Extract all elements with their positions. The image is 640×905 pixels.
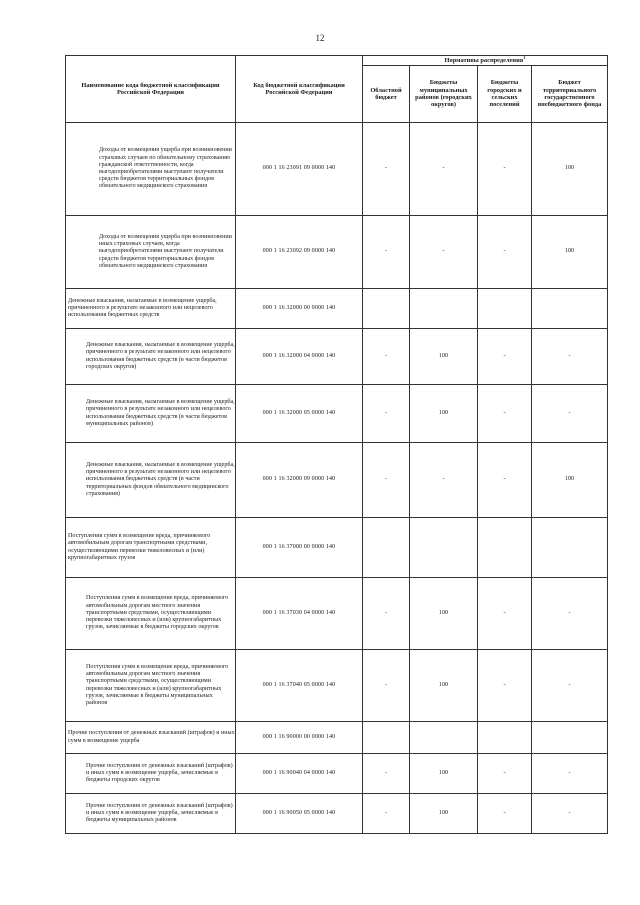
table-row bbox=[66, 794, 608, 834]
cell-regional: - bbox=[363, 754, 410, 794]
distribution-group-title: Нормативы распределения bbox=[444, 56, 524, 64]
cell-classification-code: 000 1 16 37000 00 0000 140 bbox=[236, 518, 363, 578]
table-row bbox=[66, 385, 608, 443]
cell-settlements: - bbox=[478, 443, 532, 518]
table-header bbox=[66, 56, 608, 123]
cell-fund: - bbox=[532, 385, 608, 443]
table-row bbox=[66, 443, 608, 518]
cell-municipal bbox=[410, 518, 478, 578]
header-fund-budget: Бюджет территориального государственного внебюджетного фонда bbox=[532, 66, 608, 123]
cell-settlements: - bbox=[478, 578, 532, 650]
cell-settlements bbox=[478, 289, 532, 329]
cell-fund bbox=[532, 289, 608, 329]
cell-settlements: - bbox=[478, 216, 532, 289]
cell-classification-name: Поступления сумм в возмещение вреда, причиняемого автомобильным дорогам местного значения транспортными средствами, осуществляющими перевозки тяжеловесных и (или) крупногабаритных грузов, зачисляемые в бюджеты городских округов bbox=[66, 578, 236, 650]
cell-classification-name: Доходы от возмещения ущерба при возникновении страховых случаев по обязательному страхованию гражданской ответственности, когда выгодоприобретателями выступают получатели средств бюджетов территориальных фондов обязательного медицинского страхования bbox=[66, 123, 236, 216]
cell-municipal: 100 bbox=[410, 329, 478, 385]
cell-regional: - bbox=[363, 578, 410, 650]
table-row bbox=[66, 216, 608, 289]
cell-classification-name: Денежные взыскания, налагаемые в возмещение ущерба, причиненного в результате незаконного или нецелевого использования бюджетных средств bbox=[66, 289, 236, 329]
cell-fund: - bbox=[532, 329, 608, 385]
cell-classification-code: 000 1 16 32000 00 0000 140 bbox=[236, 289, 363, 329]
cell-classification-name: Денежные взыскания, налагаемые в возмещение ущерба, причиненного в результате незаконного или нецелевого использования бюджетных средств (в части бюджетов муниципальных районов) bbox=[66, 385, 236, 443]
table-row bbox=[66, 518, 608, 578]
cell-classification-name: Прочие поступления от денежных взысканий (штрафов) и иных сумм в возмещение ущерба bbox=[66, 722, 236, 754]
header-name-column: Наименование кода бюджетной классификации Российской Федерации bbox=[66, 56, 236, 123]
cell-fund bbox=[532, 722, 608, 754]
cell-municipal: - bbox=[410, 123, 478, 216]
cell-settlements bbox=[478, 518, 532, 578]
cell-classification-code: 000 1 16 37030 04 0000 140 bbox=[236, 578, 363, 650]
header-code-column: Код бюджетной классификации Российской Федерации bbox=[236, 56, 363, 123]
cell-settlements bbox=[478, 722, 532, 754]
header-distribution-group bbox=[363, 56, 608, 66]
cell-municipal: 100 bbox=[410, 754, 478, 794]
page-number: 12 bbox=[315, 33, 325, 43]
cell-classification-code: 000 1 16 90000 00 0000 140 bbox=[236, 722, 363, 754]
cell-classification-code: 000 1 16 90040 04 0000 140 bbox=[236, 754, 363, 794]
table-row bbox=[66, 329, 608, 385]
cell-regional bbox=[363, 722, 410, 754]
cell-municipal: 100 bbox=[410, 794, 478, 834]
cell-classification-code: 000 1 16 32000 09 0000 140 bbox=[236, 443, 363, 518]
cell-classification-name: Денежные взыскания, налагаемые в возмещение ущерба, причиненного в результате незаконного или нецелевого использования бюджетных средств (в части территориальных фондов обязательного медицинского страхования) bbox=[66, 443, 236, 518]
cell-classification-code: 000 1 16 23092 09 0000 140 bbox=[236, 216, 363, 289]
cell-regional: - bbox=[363, 650, 410, 722]
cell-classification-name: Поступления сумм в возмещение вреда, причиняемого автомобильным дорогам местного значения транспортными средствами, осуществляющими перевозки тяжеловесных и (или) крупногабаритных грузов, зачисляемые в бюджеты муниципальных районов bbox=[66, 650, 236, 722]
cell-classification-code: 000 1 16 32000 05 0000 140 bbox=[236, 385, 363, 443]
cell-classification-code: 000 1 16 23091 09 0000 140 bbox=[236, 123, 363, 216]
cell-settlements: - bbox=[478, 650, 532, 722]
cell-fund: - bbox=[532, 650, 608, 722]
cell-classification-name: Прочие поступления от денежных взысканий (штрафов) и иных сумм в возмещение ущерба, зачисляемые в бюджеты муниципальных районов bbox=[66, 794, 236, 834]
cell-fund: 100 bbox=[532, 216, 608, 289]
cell-municipal bbox=[410, 289, 478, 329]
cell-fund: 100 bbox=[532, 123, 608, 216]
cell-classification-name: Поступления сумм в возмещение вреда, причиняемого автомобильным дорогам транспортными средствами, осуществляющими перевозки тяжеловесных и (или) крупногабаритных грузов bbox=[66, 518, 236, 578]
table-row bbox=[66, 123, 608, 216]
cell-classification-name: Денежные взыскания, налагаемые в возмещение ущерба, причиненного в результате незаконного или нецелевого использования бюджетных средств (в части бюджетов городских округов) bbox=[66, 329, 236, 385]
budget-classification-table bbox=[65, 55, 608, 834]
cell-municipal: 100 bbox=[410, 385, 478, 443]
cell-settlements: - bbox=[478, 385, 532, 443]
table-body bbox=[66, 123, 608, 834]
table-row bbox=[66, 289, 608, 329]
cell-regional bbox=[363, 289, 410, 329]
distribution-footnote-mark: 1 bbox=[523, 54, 526, 60]
cell-settlements: - bbox=[478, 754, 532, 794]
table-row bbox=[66, 650, 608, 722]
cell-classification-name: Доходы от возмещения ущерба при возникновении иных страховых случаев, когда выгодоприобретателями выступают получатели средств бюджетов территориальных фондов обязательного медицинского страхования bbox=[66, 216, 236, 289]
cell-regional: - bbox=[363, 329, 410, 385]
cell-settlements: - bbox=[478, 794, 532, 834]
header-regional-budget: Областной бюджет bbox=[363, 66, 410, 123]
cell-regional: - bbox=[363, 794, 410, 834]
cell-regional: - bbox=[363, 385, 410, 443]
cell-municipal: 100 bbox=[410, 578, 478, 650]
cell-municipal: - bbox=[410, 216, 478, 289]
cell-regional bbox=[363, 518, 410, 578]
cell-municipal: 100 bbox=[410, 650, 478, 722]
cell-regional: - bbox=[363, 216, 410, 289]
cell-classification-code: 000 1 16 90050 05 0000 140 bbox=[236, 794, 363, 834]
header-municipal-budgets: Бюджеты муниципальных районов (городских округов) bbox=[410, 66, 478, 123]
cell-regional: - bbox=[363, 123, 410, 216]
cell-fund: - bbox=[532, 754, 608, 794]
cell-classification-name: Прочие поступления от денежных взысканий (штрафов) и иных сумм в возмещение ущерба, зачисляемые в бюджеты городских округов bbox=[66, 754, 236, 794]
cell-regional: - bbox=[363, 443, 410, 518]
cell-classification-code: 000 1 16 37040 05 0000 140 bbox=[236, 650, 363, 722]
table-row bbox=[66, 722, 608, 754]
cell-settlements: - bbox=[478, 123, 532, 216]
cell-municipal: - bbox=[410, 443, 478, 518]
table-row bbox=[66, 578, 608, 650]
cell-fund bbox=[532, 518, 608, 578]
header-settlement-budgets: Бюджеты городских и сельских поселений bbox=[478, 66, 532, 123]
cell-fund: - bbox=[532, 794, 608, 834]
cell-classification-code: 000 1 16 32000 04 0000 140 bbox=[236, 329, 363, 385]
table-row bbox=[66, 754, 608, 794]
cell-municipal bbox=[410, 722, 478, 754]
cell-settlements: - bbox=[478, 329, 532, 385]
cell-fund: 100 bbox=[532, 443, 608, 518]
cell-fund: - bbox=[532, 578, 608, 650]
